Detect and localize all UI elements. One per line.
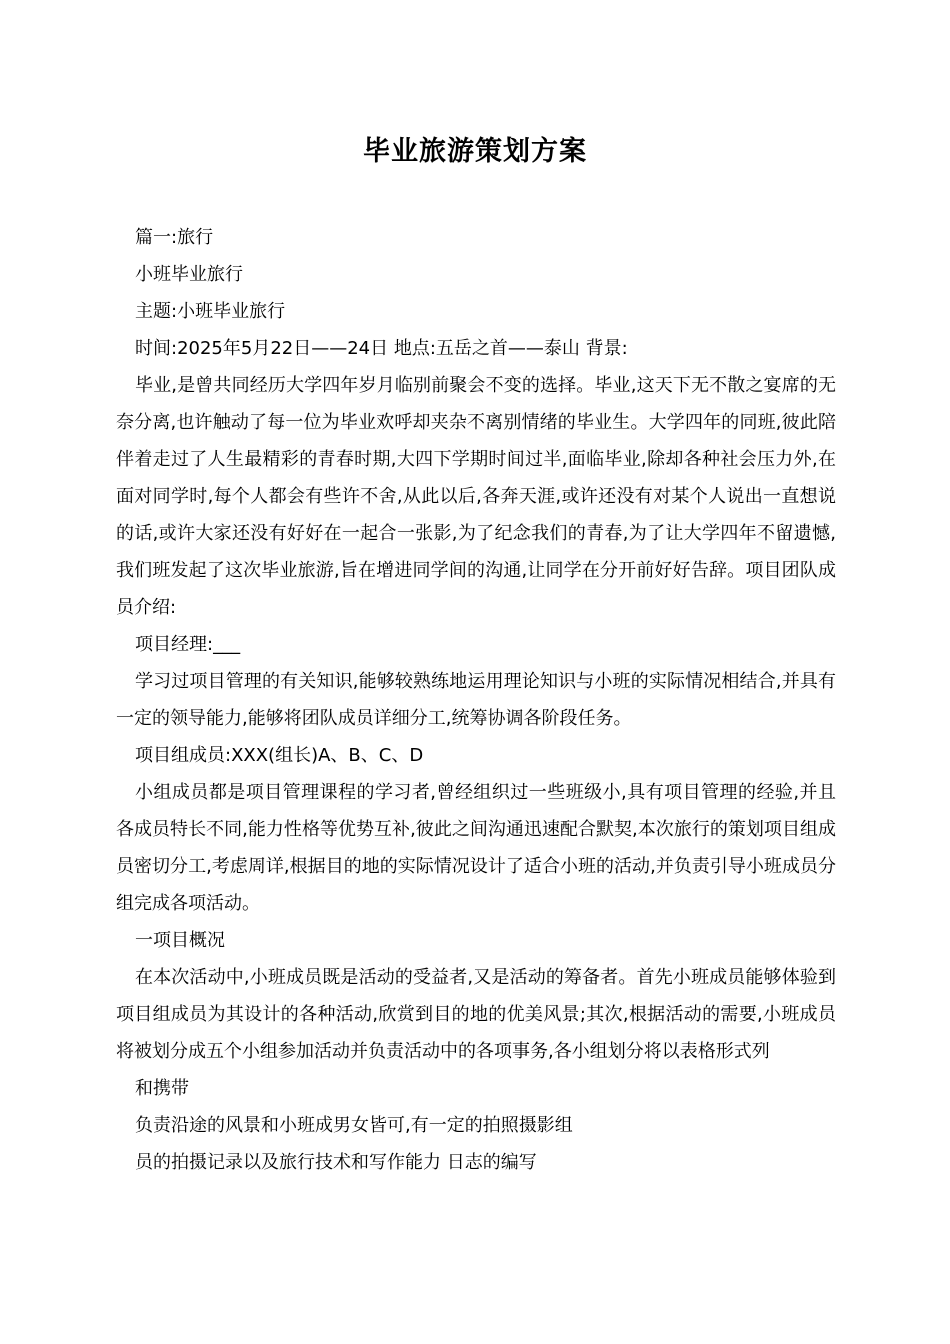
paragraph-subtitle: 小班毕业旅行 — [135, 264, 243, 285]
paragraph-overview: 在本次活动中,小班成员既是活动的受益者,又是活动的筹备者。首先小班成员能够体验到项目组成员为其设计的各种活动,欣赏到目的地的优美风景;其次,根据活动的需要,小班成员将被划分成五个小组参加活动并负责活动中的各项事务,各小组划分将以表格形式列 — [116, 967, 836, 1062]
paragraph-members-description: 小组成员都是项目管理课程的学习者,曾经组织过一些班级小,具有项目管理的经验,并且各成员特长不同,能力性格等优势互补,彼此之间沟通迅速配合默契,本次旅行的策划项目组成员密切分工,考虑周详,根据目的地的实际情况设计了适合小班的活动,并负责引导小班成员分组完成各项活动。 — [116, 782, 836, 914]
paragraph-team-members: 项目组成员:XXX(组长)A、B、C、D — [135, 745, 424, 766]
document-body — [116, 219, 836, 1181]
paragraph-fragment-carry: 和携带 — [135, 1078, 189, 1099]
paragraph-fragment-photo-group: 负责沿途的风景和小班成男女皆可,有一定的拍照摄影组 — [135, 1115, 573, 1136]
paragraph-project-manager: 项目经理:___ — [135, 634, 241, 655]
paragraph-theme: 主题:小班毕业旅行 — [135, 301, 286, 322]
paragraph-fragment-journal: 员的拍摄记录以及旅行技术和写作能力 日志的编写 — [135, 1152, 537, 1173]
document-title: 毕业旅游策划方案 — [363, 136, 587, 167]
paragraph-manager-description: 学习过项目管理的有关知识,能够较熟练地运用理论知识与小班的实际情况相结合,并具有一定的领导能力,能够将团队成员详细分工,统筹协调各阶段任务。 — [116, 671, 836, 729]
paragraph-section-heading: 篇一:旅行 — [135, 227, 214, 248]
paragraph-overview-heading: 一项目概况 — [135, 930, 225, 951]
paragraph-background: 毕业,是曾共同经历大学四年岁月临别前聚会不变的选择。毕业,这天下无不散之宴席的无奈分离,也许触动了每一位为毕业欢呼却夹杂不离别情绪的毕业生。大学四年的同班,彼此陪伴着走过了人生最精彩的青春时期,大四下学期时间过半,面临毕业,除却各种社会压力外,在面对同学时,每个人都会有些许不舍,从此以后,各奔天涯,或许还没有对某个人说出一直想说的话,或许大家还没有好好在一起合一张影,为了纪念我们的青春,为了让大学四年不留遗憾,我们班发起了这次毕业旅游,旨在增进同学间的沟通,让同学在分开前好好告辞。项目团队成员介绍: — [116, 375, 836, 618]
paragraph-time-location: 时间:2025年5月22日——24日 地点:五岳之首——泰山 背景: — [135, 338, 628, 359]
